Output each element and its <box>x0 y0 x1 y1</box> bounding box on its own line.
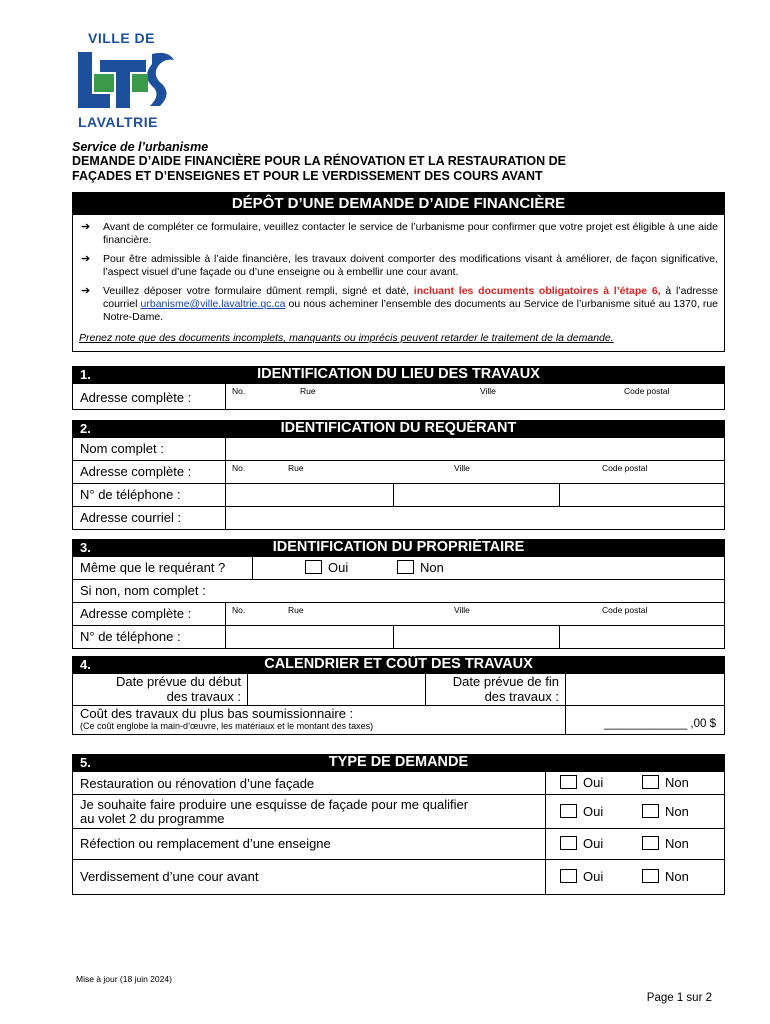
address-label: Adresse complète : <box>80 390 192 405</box>
email-label: Adresse courriel : <box>80 510 182 525</box>
phone-input-3[interactable] <box>559 484 724 506</box>
option-non[interactable]: Non <box>642 775 689 790</box>
option-non[interactable]: Non <box>642 869 689 884</box>
owner-name-label: Si non, nom complet : <box>80 583 206 598</box>
submission-instructions <box>72 192 725 352</box>
request-facade-options <box>545 772 724 794</box>
section-1-header: 1. IDENTIFICATION DU LIEU DES TRAVAUX <box>72 366 725 384</box>
owner-address-label: Adresse complète : <box>80 606 192 621</box>
request-greening-options <box>545 860 724 894</box>
request-sketch-options <box>545 795 724 828</box>
owner-phone-label: N° de téléphone : <box>80 629 181 644</box>
section-schedule-cost <box>72 656 725 735</box>
instruction-item: ➔ Pour être admissible à l’aide financière, les travaux doivent comporter des modifications visant à améliorer, de façon significative, l’aspect visuel d’une façade ou d’une enseigne ou à embellir une cour avant. <box>81 253 718 278</box>
instructions-title: DÉPÔT D’UNE DEMANDE D’AIDE FINANCIÈRE <box>73 193 724 215</box>
mandatory-docs-note: incluant les documents obligatoires à l’étape 6, <box>413 285 661 297</box>
option-oui[interactable]: Oui <box>560 836 603 851</box>
arrow-right-icon: ➔ <box>81 221 91 233</box>
request-greening-label: Verdissement d’une cour avant <box>80 869 259 884</box>
option-oui[interactable]: Oui <box>560 804 603 819</box>
option-non[interactable]: Non <box>642 836 689 851</box>
section-4-header: 4. CALENDRIER ET COÛT DES TRAVAUX <box>72 656 725 674</box>
owner-phone-input-2[interactable] <box>393 626 559 648</box>
section-5-header: 5. TYPE DE DEMANDE <box>72 754 725 772</box>
form-title-line2: FAÇADES ET D’ENSEIGNES ET POUR LE VERDISSEMENT DES COURS AVANT <box>72 169 543 183</box>
cost-input[interactable]: _____________ ,00 $ <box>565 706 724 734</box>
processing-note: Prenez note que des documents incomplets, manquants ou imprécis peuvent retarder le traitement de la demande. <box>79 332 614 344</box>
request-facade-label: Restauration ou rénovation d’une façade <box>80 776 315 791</box>
form-header <box>72 140 722 184</box>
phone-label: N° de téléphone : <box>80 487 181 502</box>
logo-text-top: VILLE DE <box>88 30 156 46</box>
name-label: Nom complet : <box>80 441 164 456</box>
phone-input-2[interactable] <box>393 484 559 506</box>
logo-text-bottom: LAVALTRIE <box>78 114 158 130</box>
instruction-item: ➔ Veuillez déposer votre formulaire dûment rempli, signé et daté, incluant les documents obligatoires à l’étape 6, à l’adresse courriel urbanisme@ville.lavaltrie.qc.ca ou nous acheminer l’ensemble des documents au Service de l’urbanisme situé au 1370, rue Notre-Dame. <box>81 285 718 323</box>
update-date: Mise à jour (18 juin 2024) <box>76 974 172 984</box>
end-date-label: Date prévue de fin des travaux : <box>425 674 565 705</box>
city-logo <box>72 30 182 130</box>
start-date-input[interactable] <box>247 674 425 705</box>
email-input[interactable] <box>225 507 724 529</box>
arrow-right-icon: ➔ <box>81 285 91 297</box>
checkbox-icon <box>397 560 414 574</box>
page-number: Page 1 sur 2 <box>646 992 712 1004</box>
end-date-input[interactable] <box>565 674 724 705</box>
name-input[interactable] <box>225 438 724 460</box>
request-sign-label: Réfection ou remplacement d’une enseigne <box>80 836 331 851</box>
owner-name-input[interactable] <box>226 580 724 602</box>
email-link[interactable]: urbanisme@ville.lavaltrie.qc.ca <box>140 298 286 310</box>
section-request-type <box>72 754 725 895</box>
phone-input-1[interactable] <box>225 484 393 506</box>
owner-phone-input-3[interactable] <box>559 626 724 648</box>
section-applicant <box>72 420 725 530</box>
checkbox-icon <box>305 560 322 574</box>
arrow-right-icon: ➔ <box>81 253 91 265</box>
service-name: Service de l’urbanisme <box>72 140 209 154</box>
logo-mark-icon <box>72 46 182 114</box>
section-2-header: 2. IDENTIFICATION DU REQUÉRANT <box>72 420 725 438</box>
address-input[interactable]: No. Rue Ville Code postal <box>225 384 724 409</box>
address-input[interactable]: No. Rue Ville Code postal <box>225 461 724 483</box>
option-oui[interactable]: Oui <box>305 560 348 575</box>
section-work-location <box>72 366 725 410</box>
owner-address-input[interactable]: No. Rue Ville Code postal <box>225 603 724 625</box>
form-title-line1: DEMANDE D’AIDE FINANCIÈRE POUR LA RÉNOVATION ET LA RESTAURATION DE <box>72 154 566 168</box>
instruction-item: ➔ Avant de compléter ce formulaire, veuillez contacter le service de l’urbanisme pour confirmer que votre projet est éligible à une aide financière. <box>81 221 718 246</box>
same-as-applicant-label: Même que le requérant ? <box>73 557 253 579</box>
option-oui[interactable]: Oui <box>560 775 603 790</box>
section-owner <box>72 539 725 649</box>
owner-phone-input-1[interactable] <box>225 626 393 648</box>
request-sketch-label: Je souhaite faire produire une esquisse de façade pour me qualifier au volet 2 du programme <box>80 797 469 826</box>
option-oui[interactable]: Oui <box>560 869 603 884</box>
section-3-header: 3. IDENTIFICATION DU PROPRIÉTAIRE <box>72 539 725 557</box>
request-sign-options <box>545 829 724 859</box>
same-as-applicant-options <box>253 557 724 579</box>
option-non[interactable]: Non <box>397 560 444 575</box>
address-label: Adresse complète : <box>80 464 192 479</box>
cost-label: Coût des travaux du plus bas soumissionnaire : (Ce coût englobe la main-d’œuvre, les matériaux et le montant des taxes) <box>80 706 374 731</box>
option-non[interactable]: Non <box>642 804 689 819</box>
start-date-label: Date prévue du début des travaux : <box>115 674 241 704</box>
